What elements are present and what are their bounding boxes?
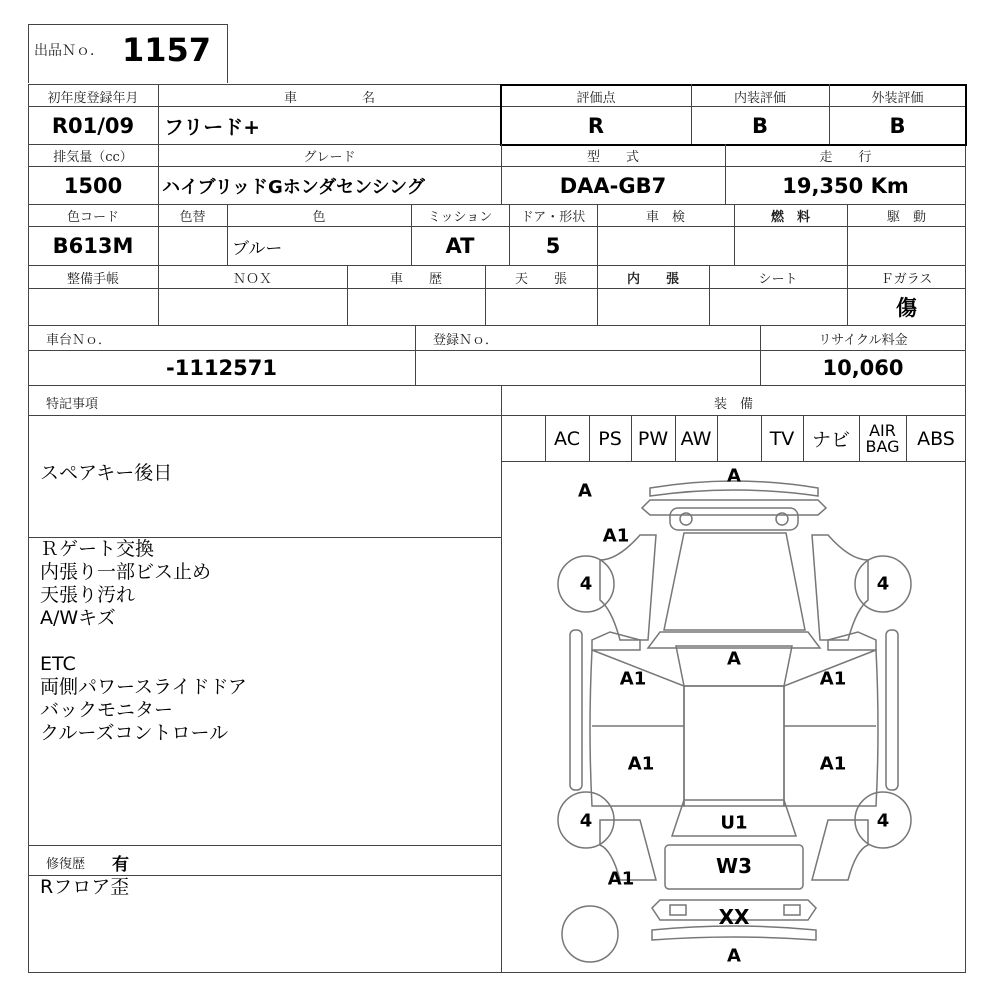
sunroof-label: 天 張 (514, 271, 567, 287)
hood-shape (664, 533, 805, 630)
equip-ac: AC (554, 427, 580, 450)
lot-number: 1157 (122, 31, 212, 69)
equip-blank (501, 416, 545, 461)
mark-left-rear-door: A1 (627, 753, 655, 775)
mark-wheel-fr: 4 (876, 573, 890, 595)
note-line: クルーズコントロール (40, 722, 229, 744)
roof-panel-shape (684, 686, 784, 806)
seat-label: シート (758, 271, 798, 287)
inspection-label: 車 検 (645, 210, 685, 225)
mirror-right-shape (828, 632, 876, 650)
equip-navi: ナビ (811, 429, 850, 451)
mark-front-bumper: A (727, 465, 741, 487)
equip-aw: AW (680, 427, 712, 450)
door-value: 5 (545, 234, 561, 258)
equip-airbag (859, 416, 906, 461)
grade-label: グレード (303, 150, 356, 165)
chassis-value: -1112571 (166, 355, 277, 380)
nox-label: ＮＯＸ (232, 271, 272, 287)
repair-value: 有 (112, 854, 129, 875)
car-name-label: 車 名 (283, 90, 375, 106)
color-code-label: 色コード (66, 210, 119, 225)
rule (28, 385, 966, 386)
repair-note: Rフロア歪 (40, 876, 130, 898)
mark-back-door: W3 (716, 854, 752, 878)
reg-date-label: 初年度登録年月 (47, 90, 139, 106)
lot-label: 出品Ｎｏ． (34, 43, 104, 59)
color-change-value (158, 227, 227, 265)
note-line: 両側パワースライドドア (40, 676, 247, 698)
repair-label: 修復歴 (46, 856, 86, 872)
chassis-label: 車台Ｎｏ． (46, 333, 112, 348)
history-label: 車 歴 (389, 271, 442, 287)
mark-right-front-door: A1 (819, 668, 847, 690)
equip-tv: TV (769, 427, 795, 450)
exterior-value: B (889, 113, 906, 138)
note-line: Ｒゲート交換 (40, 538, 155, 560)
rule (28, 288, 966, 289)
note-line: 天張り汚れ (40, 584, 136, 606)
mark-wheel-rl: 4 (579, 810, 593, 832)
mark-rear-panel: XX (718, 905, 750, 929)
recycle-label: リサイクル料金 (818, 333, 908, 348)
note-line: A/Wキズ (40, 607, 116, 629)
front-plate-shape (670, 508, 798, 530)
rear-light-right (784, 905, 800, 915)
recycle-value: 10,060 (822, 355, 904, 380)
notes-label: 特記事項 (46, 396, 99, 412)
exterior-label: 外装評価 (871, 90, 924, 106)
mark-left-front-door: A1 (619, 668, 647, 690)
fuel-value (734, 227, 847, 265)
mark-rear-glass: U1 (720, 812, 748, 834)
right-rear-fender-shape (812, 820, 868, 880)
fuel-label: 燃 料 (770, 210, 810, 225)
mission-value: AT (445, 234, 475, 258)
model-label: 型 式 (586, 150, 639, 165)
reg-date-value: R01/09 (51, 113, 135, 138)
color-change-label: 色替 (179, 210, 206, 225)
color-code-value: B613M (52, 234, 134, 258)
mileage-label: 走 行 (819, 150, 872, 165)
mileage-value: 19,350 Km (782, 173, 909, 198)
mission-label: ミッション (427, 210, 493, 225)
mark-rear-bumper: A (727, 945, 741, 967)
notes-list (40, 538, 247, 745)
door-label: ドア・形状 (520, 210, 586, 225)
car-name-value: フリード+ (164, 115, 260, 139)
equipment-label: 装 備 (713, 396, 753, 412)
mark-roof: A (727, 648, 741, 670)
displacement-label: 排気量（cc） (53, 150, 133, 165)
color-value: ブルー (232, 238, 283, 259)
color-label: 色 (312, 210, 326, 225)
note-line: バックモニター (40, 699, 174, 721)
note-line: 内張り一部ビス止め (40, 561, 212, 583)
mark-right-rear-door: A1 (819, 753, 847, 775)
notes-top: スペアキー後日 (40, 462, 173, 484)
mirror-left-shape (592, 632, 640, 650)
note-line (40, 630, 247, 653)
score-value: R (587, 113, 605, 138)
equip-ps: PS (598, 427, 622, 450)
inspection-value (597, 227, 734, 265)
right-fender-shape (812, 535, 868, 640)
interior-value: B (751, 113, 768, 138)
interior-label: 内装評価 (733, 90, 786, 106)
mark-wheel-fl: 4 (579, 573, 593, 595)
car-diagram (502, 462, 965, 972)
reg-no-label: 登録Ｎｏ． (433, 333, 499, 348)
displacement-value: 1500 (63, 173, 123, 198)
grade-value: ハイブリッドGホンダセンシング (162, 176, 425, 198)
equip-pw: PW (637, 427, 669, 450)
left-sill-shape (570, 630, 582, 790)
score-label: 評価点 (576, 90, 616, 106)
mark-hood: A1 (602, 525, 630, 547)
mark-front-left: A (578, 480, 592, 502)
spare-wheel-shape (562, 906, 618, 962)
rear-light-left (670, 905, 686, 915)
reg-no-value (415, 350, 760, 385)
equip-abs: ABS (917, 427, 955, 450)
drive-label: 駆 動 (886, 210, 926, 225)
equip-blank2 (717, 416, 761, 461)
mark-wheel-rr: 4 (876, 810, 890, 832)
airbag-top: AIR (869, 420, 896, 440)
maintenance-label: 整備手帳 (66, 271, 119, 287)
fglass-label: Ｆガラス (880, 271, 933, 287)
mark-rear-left: A1 (607, 868, 635, 890)
fglass-value: 傷 (896, 295, 917, 320)
right-sill-shape (886, 630, 898, 790)
airbag-bottom: BAG (865, 436, 900, 456)
interior-trim-label: 内 張 (626, 271, 679, 287)
drive-value (847, 227, 966, 265)
model-value: DAA-GB7 (559, 173, 667, 198)
left-fender-shape (600, 535, 656, 640)
rule (28, 845, 501, 846)
note-line: ETC (40, 653, 76, 675)
rule (28, 325, 966, 326)
